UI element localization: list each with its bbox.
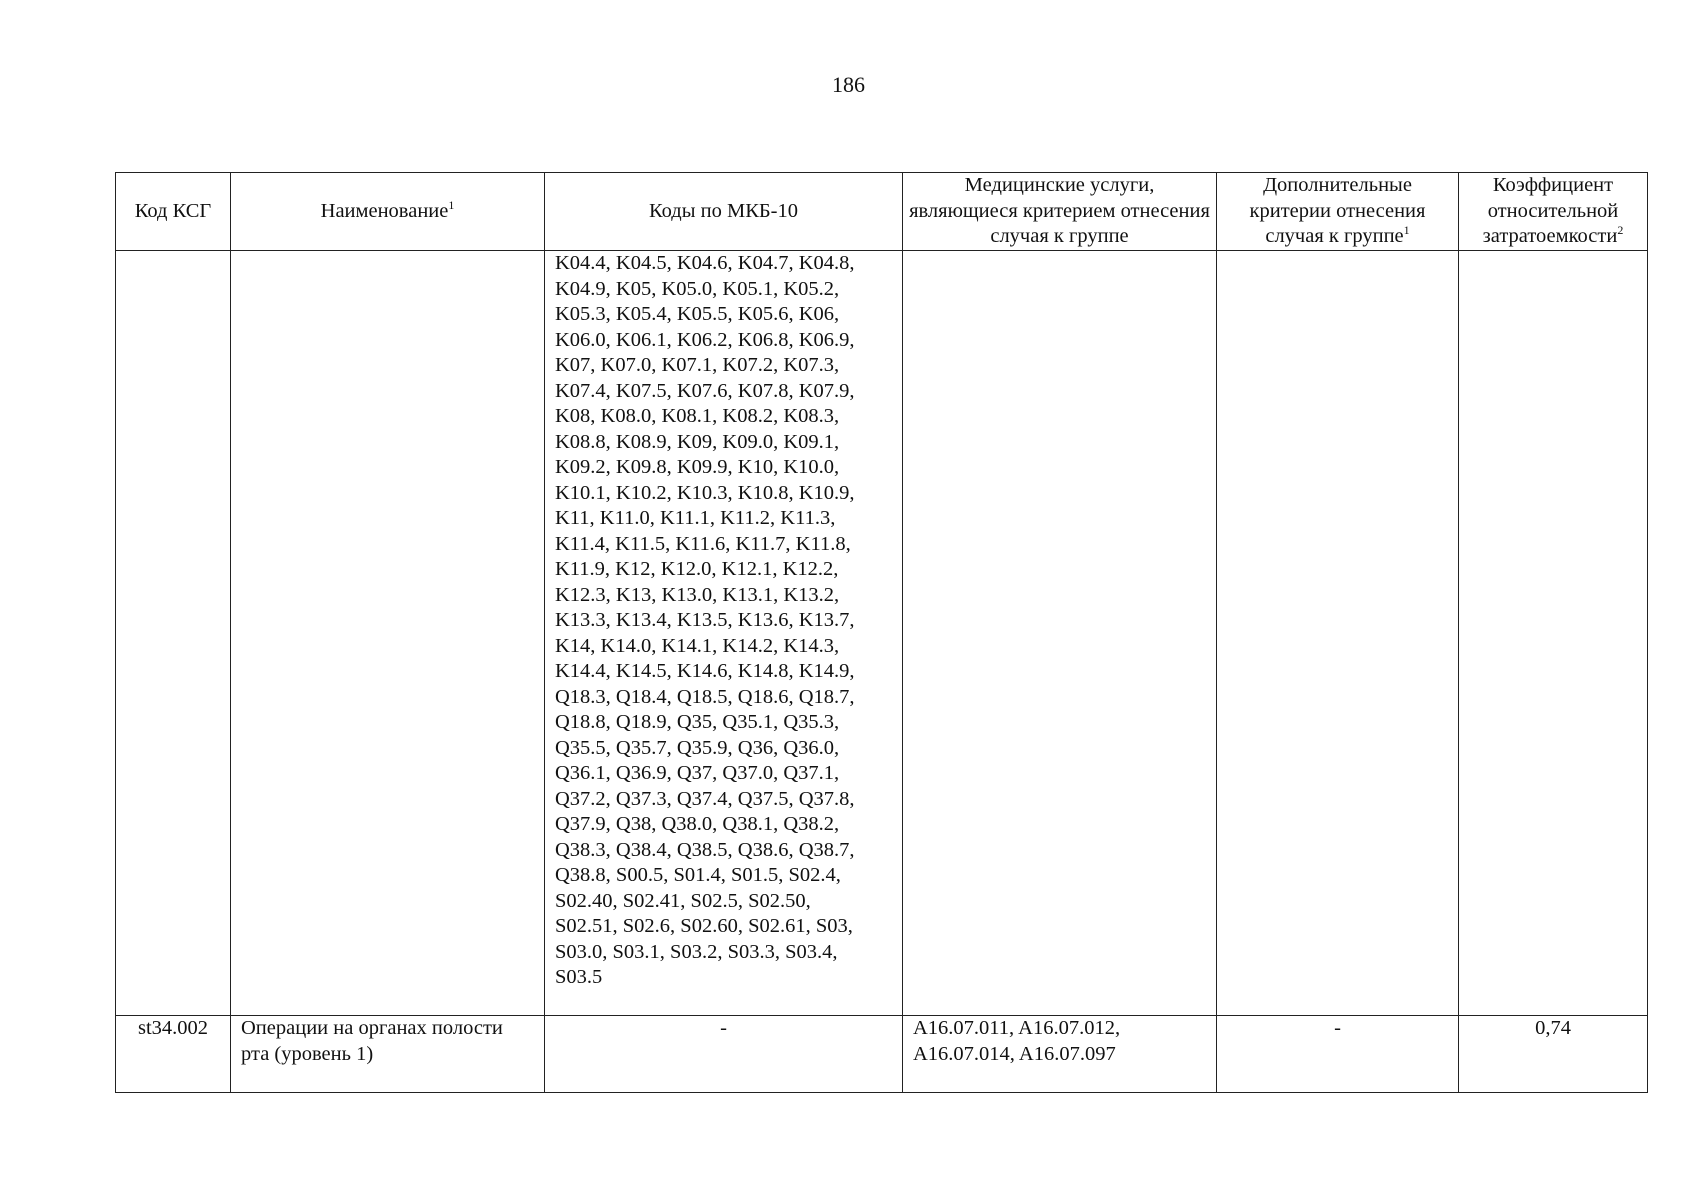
footnote-marker: 2 [1617, 223, 1624, 238]
cell-medical-services: A16.07.011, A16.07.012, A16.07.014, A16.07.097 [903, 1016, 1217, 1093]
cell-code [116, 251, 231, 1016]
table-row-continued [116, 251, 1648, 1016]
header-medical-services: Медицинские услуги, являющиеся критерием отнесения случая к группе [903, 173, 1217, 251]
table-row [116, 1016, 1648, 1093]
cell-medical-services [903, 251, 1217, 1016]
footnote-marker: 1 [1403, 223, 1410, 238]
cell-additional-criteria [1217, 251, 1459, 1016]
cell-code: st34.002 [116, 1016, 231, 1093]
table-header [116, 173, 1648, 251]
ksg-table [115, 172, 1648, 1093]
cell-additional-criteria: - [1217, 1016, 1459, 1093]
cell-cost-coefficient: 0,74 [1459, 1016, 1648, 1093]
cell-name [231, 251, 545, 1016]
cell-name: Операции на органах полости рта (уровень 1) [231, 1016, 545, 1093]
cell-icd-codes: - [545, 1016, 903, 1093]
header-name: Наименование$^1$ [231, 173, 545, 251]
page-number: 186 [832, 72, 865, 97]
cell-cost-coefficient [1459, 251, 1648, 1016]
header-icd-codes: Коды по МКБ-10 [545, 173, 903, 251]
header-additional-criteria: Дополнительные критерии отнесения случая к группе$^1$ [1217, 173, 1459, 251]
header-code: Код КСГ [116, 173, 231, 251]
header-cost-coefficient: Коэффициент относительной затратоемкости$^2$ [1459, 173, 1648, 251]
footnote-marker: 1 [448, 197, 455, 212]
header-row [116, 173, 1648, 251]
cell-icd-codes: K04.4, K04.5, K04.6, K04.7, K04.8, K04.9, K05, K05.0, K05.1, K05.2, K05.3, K05.4, K05.5, K05.6, K06, K06.0, K06.1, K06.2, K06.8, K06.9, K07, K07.0, K07.1, K07.2, K07.3, K07.4, K07.5, K07.6, K07.8, K07.9, K08, K08.0, K08.1, K08.2, K08.3, K08.8, K08.9, K09, K09.0, K09.1, K09.2, K09.8, K09.9, K10, K10.0, K10.1, K10.2, K10.3, K10.8, K10.9, K11, K11.0, K11.1, K11.2, K11.3, K11.4, K11.5, K11.6, K11.7, K11.8, K11.9, K12, K12.0, K12.1, K12.2, K12.3, K13, K13.0, K13.1, K13.2, K13.3, K13.4, K13.5, K13.6, K13.7, K14, K14.0, K14.1, K14.2, K14.3, K14.4, K14.5, K14.6, K14.8, K14.9, Q18.3, Q18.4, Q18.5, Q18.6, Q18.7, Q18.8, Q18.9, Q35, Q35.1, Q35.3, Q35.5, Q35.7, Q35.9, Q36, Q36.0, Q36.1, Q36.9, Q37, Q37.0, Q37.1, Q37.2, Q37.3, Q37.4, Q37.5, Q37.8, Q37.9, Q38, Q38.0, Q38.1, Q38.2, Q38.3, Q38.4, Q38.5, Q38.6, Q38.7, Q38.8, S00.5, S01.4, S01.5, S02.4, S02.40, S02.41, S02.5, S02.50, S02.51, S02.6, S02.60, S02.61, S03, S03.0, S03.1, S03.2, S03.3, S03.4, S03.5 [545, 251, 903, 1016]
